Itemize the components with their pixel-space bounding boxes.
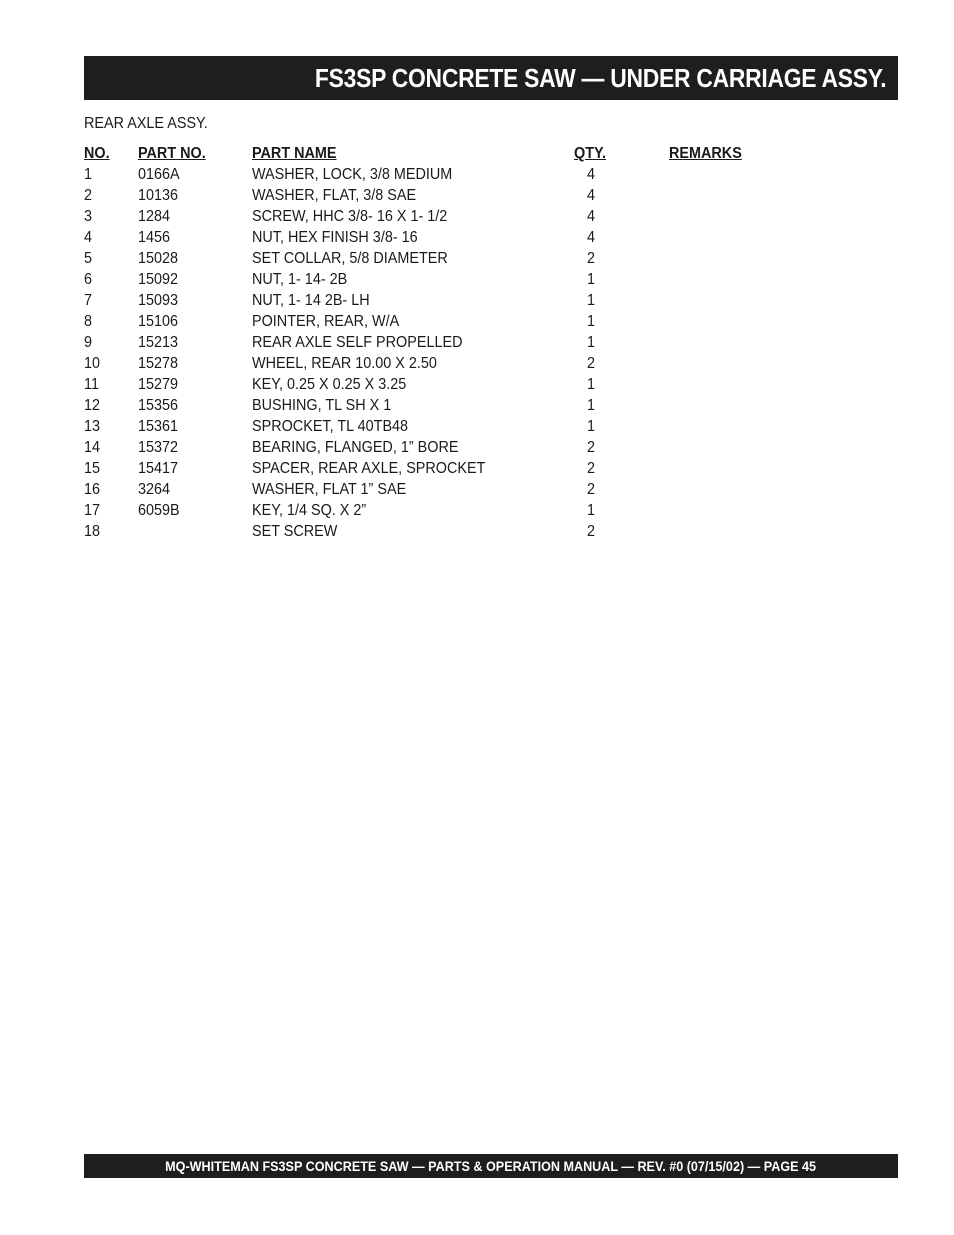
- cell-qty: 2: [587, 481, 596, 498]
- cell-qty: 1: [587, 334, 596, 351]
- section-label: REAR AXLE ASSY.: [84, 115, 208, 132]
- column-header-no: NO.: [84, 145, 110, 162]
- cell-part-name: POINTER, REAR, W/A: [252, 313, 400, 330]
- cell-qty: 1: [587, 376, 596, 393]
- table-row: [84, 332, 784, 353]
- table-row: [84, 521, 784, 542]
- cell-part-no: 10136: [138, 187, 179, 204]
- cell-part-no: 1284: [138, 208, 171, 225]
- cell-no: 11: [84, 376, 99, 393]
- cell-part-name: NUT, HEX FINISH 3/8- 16: [252, 229, 418, 246]
- page-title: FS3SP CONCRETE SAW — UNDER CARRIAGE ASSY.: [314, 62, 886, 93]
- column-header-remarks: REMARKS: [669, 145, 742, 162]
- cell-qty: 2: [587, 355, 596, 372]
- cell-no: 7: [84, 292, 93, 309]
- cell-part-name: KEY, 1/4 SQ. X 2”: [252, 502, 367, 519]
- table-row: [84, 269, 784, 290]
- cell-part-name: SET COLLAR, 5/8 DIAMETER: [252, 250, 448, 267]
- table-row: [84, 479, 784, 500]
- cell-qty: 1: [587, 502, 596, 519]
- column-header-part-no: PART NO.: [138, 145, 206, 162]
- cell-qty: 2: [587, 523, 596, 540]
- cell-part-name: WASHER, LOCK, 3/8 MEDIUM: [252, 166, 453, 183]
- cell-no: 8: [84, 313, 93, 330]
- cell-part-name: WHEEL, REAR 10.00 X 2.50: [252, 355, 437, 372]
- table-row: [84, 164, 784, 185]
- cell-part-no: 15279: [138, 376, 179, 393]
- cell-part-name: WASHER, FLAT, 3/8 SAE: [252, 187, 417, 204]
- cell-no: 13: [84, 418, 101, 435]
- table-body: [84, 164, 784, 542]
- cell-part-no: 3264: [138, 481, 171, 498]
- title-bar: [84, 56, 898, 100]
- cell-no: 15: [84, 460, 101, 477]
- cell-no: 12: [84, 397, 101, 414]
- table-row: [84, 458, 784, 479]
- cell-qty: 1: [587, 418, 596, 435]
- cell-qty: 1: [587, 313, 596, 330]
- cell-qty: 4: [587, 187, 596, 204]
- column-header-qty: QTY.: [574, 145, 607, 162]
- cell-part-name: NUT, 1- 14- 2B: [252, 271, 348, 288]
- cell-qty: 2: [587, 460, 596, 477]
- cell-part-no: 15213: [138, 334, 179, 351]
- cell-qty: 2: [587, 439, 596, 456]
- table-row: [84, 206, 784, 227]
- cell-part-no: 15106: [138, 313, 179, 330]
- cell-no: 6: [84, 271, 93, 288]
- cell-no: 4: [84, 229, 93, 246]
- cell-no: 10: [84, 355, 101, 372]
- cell-qty: 4: [587, 166, 596, 183]
- cell-part-no: 15372: [138, 439, 179, 456]
- cell-part-no: 15093: [138, 292, 179, 309]
- cell-no: 3: [84, 208, 93, 225]
- cell-qty: 2: [587, 250, 596, 267]
- cell-part-name: BEARING, FLANGED, 1” BORE: [252, 439, 459, 456]
- cell-no: 2: [84, 187, 93, 204]
- cell-part-no: 15356: [138, 397, 179, 414]
- cell-part-no: 1456: [138, 229, 171, 246]
- cell-part-name: BUSHING, TL SH X 1: [252, 397, 392, 414]
- table-row: [84, 416, 784, 437]
- table-row: [84, 311, 784, 332]
- table-row: [84, 227, 784, 248]
- cell-part-name: SPROCKET, TL 40TB48: [252, 418, 409, 435]
- cell-part-name: REAR AXLE SELF PROPELLED: [252, 334, 463, 351]
- cell-no: 14: [84, 439, 101, 456]
- cell-qty: 4: [587, 229, 596, 246]
- table-header-row: [84, 143, 784, 164]
- cell-part-no: 6059B: [138, 502, 180, 519]
- table-row: [84, 248, 784, 269]
- cell-no: 5: [84, 250, 93, 267]
- cell-part-name: KEY, 0.25 X 0.25 X 3.25: [252, 376, 407, 393]
- cell-part-no: 15361: [138, 418, 179, 435]
- cell-no: 1: [84, 166, 93, 183]
- cell-part-name: SET SCREW: [252, 523, 338, 540]
- cell-part-no: 15028: [138, 250, 179, 267]
- cell-qty: 1: [587, 292, 596, 309]
- cell-qty: 4: [587, 208, 596, 225]
- cell-qty: 1: [587, 271, 596, 288]
- cell-qty: 1: [587, 397, 596, 414]
- cell-no: 18: [84, 523, 101, 540]
- cell-part-no: 15417: [138, 460, 179, 477]
- table-row: [84, 290, 784, 311]
- cell-no: 16: [84, 481, 101, 498]
- cell-no: 9: [84, 334, 93, 351]
- table-row: [84, 185, 784, 206]
- table-row: [84, 395, 784, 416]
- table-row: [84, 437, 784, 458]
- cell-no: 17: [84, 502, 101, 519]
- cell-part-no: 15092: [138, 271, 179, 288]
- cell-part-name: WASHER, FLAT 1” SAE: [252, 481, 407, 498]
- cell-part-no: 15278: [138, 355, 179, 372]
- parts-table: [84, 143, 784, 542]
- column-header-part-name: PART NAME: [252, 145, 337, 162]
- table-row: [84, 353, 784, 374]
- footer-bar: [84, 1154, 898, 1178]
- cell-part-name: NUT, 1- 14 2B- LH: [252, 292, 370, 309]
- cell-part-name: SPACER, REAR AXLE, SPROCKET: [252, 460, 486, 477]
- table-row: [84, 500, 784, 521]
- cell-part-name: SCREW, HHC 3/8- 16 X 1- 1/2: [252, 208, 448, 225]
- cell-part-no: 0166A: [138, 166, 180, 183]
- table-row: [84, 374, 784, 395]
- footer-text: MQ-WHITEMAN FS3SP CONCRETE SAW — PARTS & OPERATION MANUAL — REV. #0 (07/15/02) — PAGE 45: [165, 1158, 817, 1174]
